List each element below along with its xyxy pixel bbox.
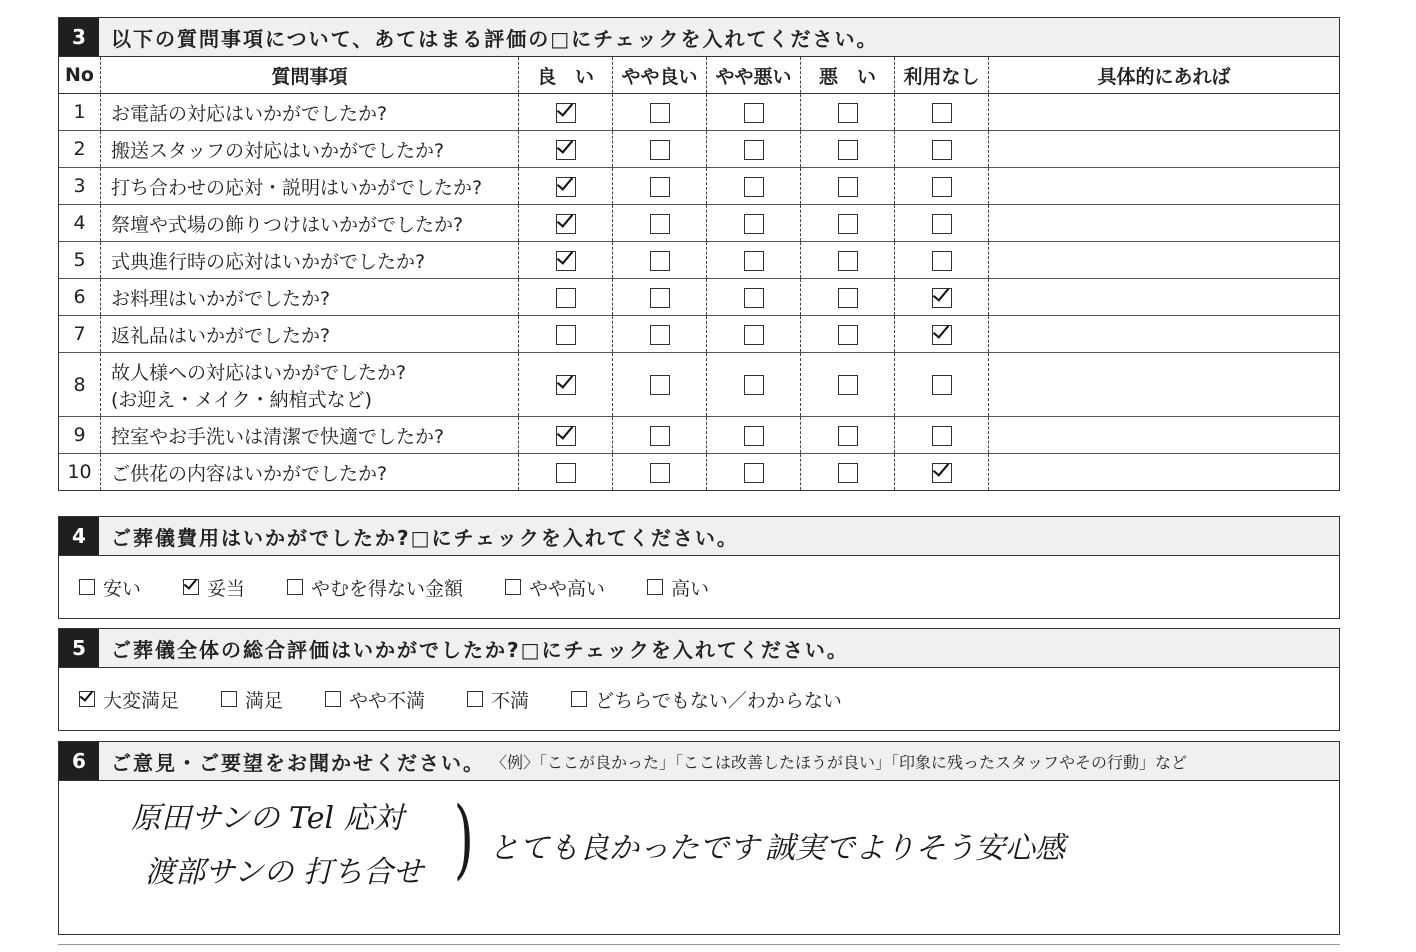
- rating-checkbox[interactable]: [650, 214, 670, 234]
- option-label: 高い: [671, 577, 710, 600]
- rating-checkbox[interactable]: [744, 177, 764, 197]
- rating-cell: [613, 242, 707, 279]
- option-checkbox[interactable]: [79, 579, 95, 595]
- section-title: ご意見・ご要望をお聞かせください。: [111, 750, 485, 775]
- rating-cell: [707, 242, 801, 279]
- question-row: [59, 316, 1339, 353]
- rating-checkbox[interactable]: [556, 288, 576, 308]
- option-checkbox[interactable]: [647, 579, 663, 595]
- rating-cell: [519, 242, 613, 279]
- rating-checkbox[interactable]: [932, 375, 952, 395]
- row-number: 10: [59, 454, 101, 491]
- section-4-cost: [58, 516, 1340, 619]
- rating-checkbox[interactable]: [838, 103, 858, 123]
- section-4-header: [59, 517, 1339, 556]
- row-number: 6: [59, 279, 101, 316]
- rating-checkbox[interactable]: [556, 251, 576, 271]
- rating-checkbox[interactable]: [744, 251, 764, 271]
- comment-cell[interactable]: [989, 168, 1340, 205]
- rating-cell: [519, 279, 613, 316]
- section-5-overall: [58, 628, 1340, 731]
- rating-checkbox[interactable]: [556, 463, 576, 483]
- option-checkbox[interactable]: [571, 691, 587, 707]
- rating-cell: [707, 353, 801, 417]
- rating-cell: [613, 316, 707, 353]
- col-good: 良 い: [519, 57, 613, 94]
- option-label: やむを得ない金額: [311, 577, 464, 600]
- option-item[interactable]: [467, 686, 529, 713]
- rating-checkbox[interactable]: [838, 325, 858, 345]
- col-bad: 悪 い: [801, 57, 895, 94]
- option-item[interactable]: [183, 574, 245, 601]
- cost-options: [59, 556, 1339, 618]
- rating-cell: [707, 316, 801, 353]
- rating-cell: [801, 131, 895, 168]
- rating-cell: [801, 353, 895, 417]
- rating-checkbox[interactable]: [650, 177, 670, 197]
- question-text: [101, 353, 519, 417]
- rating-cell: [801, 205, 895, 242]
- col-no: No: [59, 57, 101, 94]
- rating-cell: [895, 131, 989, 168]
- section-number: 3: [59, 18, 99, 56]
- option-checkbox[interactable]: [467, 691, 483, 707]
- rating-checkbox[interactable]: [932, 177, 952, 197]
- question-row: [59, 168, 1339, 205]
- question-table: [59, 57, 1339, 490]
- question-row: [59, 279, 1339, 316]
- col-question: 質問事項: [101, 57, 519, 94]
- rating-checkbox[interactable]: [556, 426, 576, 446]
- rating-checkbox[interactable]: [932, 251, 952, 271]
- rating-checkbox[interactable]: [744, 214, 764, 234]
- rating-cell: [801, 168, 895, 205]
- comment-area[interactable]: [59, 781, 1339, 931]
- question-text: [101, 316, 519, 353]
- option-label: 安い: [103, 577, 142, 600]
- rating-cell: [707, 205, 801, 242]
- rating-checkbox[interactable]: [838, 288, 858, 308]
- section-5-header: [59, 629, 1339, 668]
- question-row: [59, 94, 1339, 131]
- option-item[interactable]: [79, 686, 179, 713]
- option-label: どちらでもない／わからない: [595, 689, 842, 712]
- question-line: 式典進行時の応対はいかがでしたか?: [111, 250, 426, 273]
- rating-checkbox[interactable]: [744, 288, 764, 308]
- rating-cell: [613, 417, 707, 454]
- handwritten-line-1: 原田サンの Tel 応対: [131, 801, 404, 836]
- rating-checkbox[interactable]: [932, 288, 952, 308]
- col-comment: 具体的にあれば: [989, 57, 1340, 94]
- rating-cell: [801, 316, 895, 353]
- rating-checkbox[interactable]: [932, 426, 952, 446]
- rating-checkbox[interactable]: [932, 463, 952, 483]
- question-line: 祭壇や式場の飾りつけはいかがでしたか?: [111, 213, 464, 236]
- question-line: ご供花の内容はいかがでしたか?: [111, 462, 388, 485]
- section-number: 6: [59, 742, 99, 780]
- rating-cell: [613, 168, 707, 205]
- option-item[interactable]: [647, 574, 709, 601]
- comment-cell[interactable]: [989, 417, 1340, 454]
- overall-options: [59, 668, 1339, 730]
- option-checkbox[interactable]: [505, 579, 521, 595]
- rating-cell: [613, 205, 707, 242]
- row-number: 4: [59, 205, 101, 242]
- rating-cell: [707, 168, 801, 205]
- question-text: [101, 454, 519, 491]
- option-item[interactable]: [325, 686, 425, 713]
- page-bottom-rule: [58, 944, 1340, 945]
- rating-checkbox[interactable]: [838, 463, 858, 483]
- comment-cell[interactable]: [989, 353, 1340, 417]
- rating-cell: [519, 168, 613, 205]
- option-item[interactable]: [287, 574, 463, 601]
- option-label: 満足: [245, 689, 284, 712]
- question-line: 打ち合わせの応対・説明はいかがでしたか?: [111, 176, 483, 199]
- rating-checkbox[interactable]: [932, 325, 952, 345]
- rating-checkbox[interactable]: [650, 426, 670, 446]
- handwritten-line-4: 誠実でよりそう安心感: [765, 831, 1065, 866]
- option-checkbox[interactable]: [287, 579, 303, 595]
- rating-checkbox[interactable]: [650, 325, 670, 345]
- question-text: [101, 242, 519, 279]
- option-checkbox[interactable]: [221, 691, 237, 707]
- col-not-used: 利用なし: [895, 57, 989, 94]
- comment-cell[interactable]: [989, 242, 1340, 279]
- rating-cell: [519, 205, 613, 242]
- section-6-header: [59, 742, 1339, 781]
- question-text: [101, 205, 519, 242]
- rating-cell: [895, 94, 989, 131]
- option-item[interactable]: [571, 686, 842, 713]
- rating-checkbox[interactable]: [932, 140, 952, 160]
- comment-cell[interactable]: [989, 94, 1340, 131]
- comment-cell[interactable]: [989, 131, 1340, 168]
- option-label: 妥当: [207, 577, 246, 600]
- option-label: 不満: [491, 689, 530, 712]
- option-label: 大変満足: [103, 689, 180, 712]
- section-6-comments: [58, 741, 1340, 935]
- rating-checkbox[interactable]: [932, 214, 952, 234]
- rating-cell: [895, 417, 989, 454]
- section-title: ご葬儀全体の総合評価はいかがでしたか?□にチェックを入れてください。: [111, 637, 849, 662]
- option-checkbox[interactable]: [79, 691, 95, 707]
- question-text: [101, 168, 519, 205]
- comment-cell[interactable]: [989, 205, 1340, 242]
- question-text: [101, 94, 519, 131]
- rating-checkbox[interactable]: [838, 375, 858, 395]
- question-row: [59, 242, 1339, 279]
- question-row: [59, 353, 1339, 417]
- comment-cell[interactable]: [989, 454, 1340, 491]
- rating-checkbox[interactable]: [556, 177, 576, 197]
- col-fairly-bad: やや悪い: [707, 57, 801, 94]
- question-line: お電話の対応はいかがでしたか?: [111, 102, 388, 125]
- row-number: 8: [59, 353, 101, 417]
- rating-cell: [613, 131, 707, 168]
- rating-cell: [519, 353, 613, 417]
- section-title: ご葬儀費用はいかがでしたか?□にチェックを入れてください。: [111, 525, 739, 550]
- option-label: やや高い: [529, 577, 606, 600]
- rating-cell: [801, 279, 895, 316]
- rating-checkbox[interactable]: [556, 140, 576, 160]
- section-3-rating-table: [58, 17, 1340, 491]
- rating-checkbox[interactable]: [744, 103, 764, 123]
- section-title: 以下の質問事項について、あてはまる評価の□にチェックを入れてください。: [111, 26, 879, 51]
- rating-checkbox[interactable]: [744, 375, 764, 395]
- rating-checkbox[interactable]: [650, 463, 670, 483]
- question-line: 返礼品はいかがでしたか?: [111, 324, 331, 347]
- rating-checkbox[interactable]: [744, 140, 764, 160]
- rating-cell: [801, 94, 895, 131]
- question-text: [101, 417, 519, 454]
- option-item[interactable]: [221, 686, 283, 713]
- row-number: 9: [59, 417, 101, 454]
- rating-checkbox[interactable]: [838, 214, 858, 234]
- question-row: [59, 205, 1339, 242]
- comment-cell[interactable]: [989, 316, 1340, 353]
- rating-cell: [895, 353, 989, 417]
- section-number: 5: [59, 629, 99, 667]
- question-subline: (お迎え・メイク・納棺式など): [111, 388, 373, 411]
- rating-checkbox[interactable]: [838, 140, 858, 160]
- option-checkbox[interactable]: [325, 691, 341, 707]
- row-number: 1: [59, 94, 101, 131]
- rating-cell: [801, 454, 895, 491]
- rating-cell: [613, 94, 707, 131]
- option-label: やや不満: [349, 689, 426, 712]
- question-line: お料理はいかがでしたか?: [111, 287, 331, 310]
- rating-cell: [707, 417, 801, 454]
- rating-checkbox[interactable]: [556, 375, 576, 395]
- rating-cell: [519, 316, 613, 353]
- question-line: 控室やお手洗いは清潔で快適でしたか?: [111, 425, 445, 448]
- row-number: 5: [59, 242, 101, 279]
- row-number: 2: [59, 131, 101, 168]
- question-text: [101, 279, 519, 316]
- rating-cell: [707, 94, 801, 131]
- rating-cell: [613, 279, 707, 316]
- rating-checkbox[interactable]: [838, 177, 858, 197]
- question-line: 故人様への対応はいかがでしたか?: [111, 361, 407, 384]
- rating-checkbox[interactable]: [650, 375, 670, 395]
- question-text: [101, 131, 519, 168]
- rating-cell: [895, 279, 989, 316]
- rating-cell: [707, 454, 801, 491]
- row-number: 3: [59, 168, 101, 205]
- section-example: 〈例〉「ここが良かった」「ここは改善したほうが良い」「印象に残ったスタッフやその行動」など: [491, 752, 1188, 772]
- row-number: 7: [59, 316, 101, 353]
- rating-checkbox[interactable]: [650, 140, 670, 160]
- rating-cell: [519, 94, 613, 131]
- rating-cell: [801, 417, 895, 454]
- question-line: 搬送スタッフの対応はいかがでしたか?: [111, 139, 445, 162]
- rating-checkbox[interactable]: [556, 325, 576, 345]
- question-row: [59, 417, 1339, 454]
- handwritten-line-2: 渡部サンの 打ち合せ: [145, 855, 424, 890]
- rating-cell: [707, 131, 801, 168]
- rating-checkbox[interactable]: [650, 103, 670, 123]
- question-row: [59, 131, 1339, 168]
- handwritten-bracket: ): [453, 789, 474, 889]
- rating-cell: [707, 279, 801, 316]
- comment-cell[interactable]: [989, 279, 1340, 316]
- rating-cell: [895, 316, 989, 353]
- rating-checkbox[interactable]: [744, 463, 764, 483]
- option-item[interactable]: [505, 574, 605, 601]
- rating-cell: [519, 131, 613, 168]
- handwritten-line-3: とても良かったです: [489, 831, 759, 866]
- rating-checkbox[interactable]: [744, 426, 764, 446]
- rating-cell: [895, 205, 989, 242]
- rating-cell: [519, 417, 613, 454]
- rating-checkbox[interactable]: [838, 251, 858, 271]
- section-number: 4: [59, 517, 99, 555]
- rating-checkbox[interactable]: [838, 426, 858, 446]
- rating-checkbox[interactable]: [556, 103, 576, 123]
- rating-cell: [801, 242, 895, 279]
- rating-checkbox[interactable]: [932, 103, 952, 123]
- rating-cell: [895, 454, 989, 491]
- rating-checkbox[interactable]: [650, 288, 670, 308]
- rating-cell: [613, 353, 707, 417]
- rating-cell: [895, 242, 989, 279]
- option-checkbox[interactable]: [183, 579, 199, 595]
- col-fairly-good: やや良い: [613, 57, 707, 94]
- section-3-header: [59, 18, 1339, 57]
- rating-checkbox[interactable]: [650, 251, 670, 271]
- rating-cell: [613, 454, 707, 491]
- rating-checkbox[interactable]: [556, 214, 576, 234]
- rating-cell: [895, 168, 989, 205]
- rating-cell: [519, 454, 613, 491]
- rating-checkbox[interactable]: [744, 325, 764, 345]
- question-row: [59, 454, 1339, 491]
- option-item[interactable]: [79, 574, 141, 601]
